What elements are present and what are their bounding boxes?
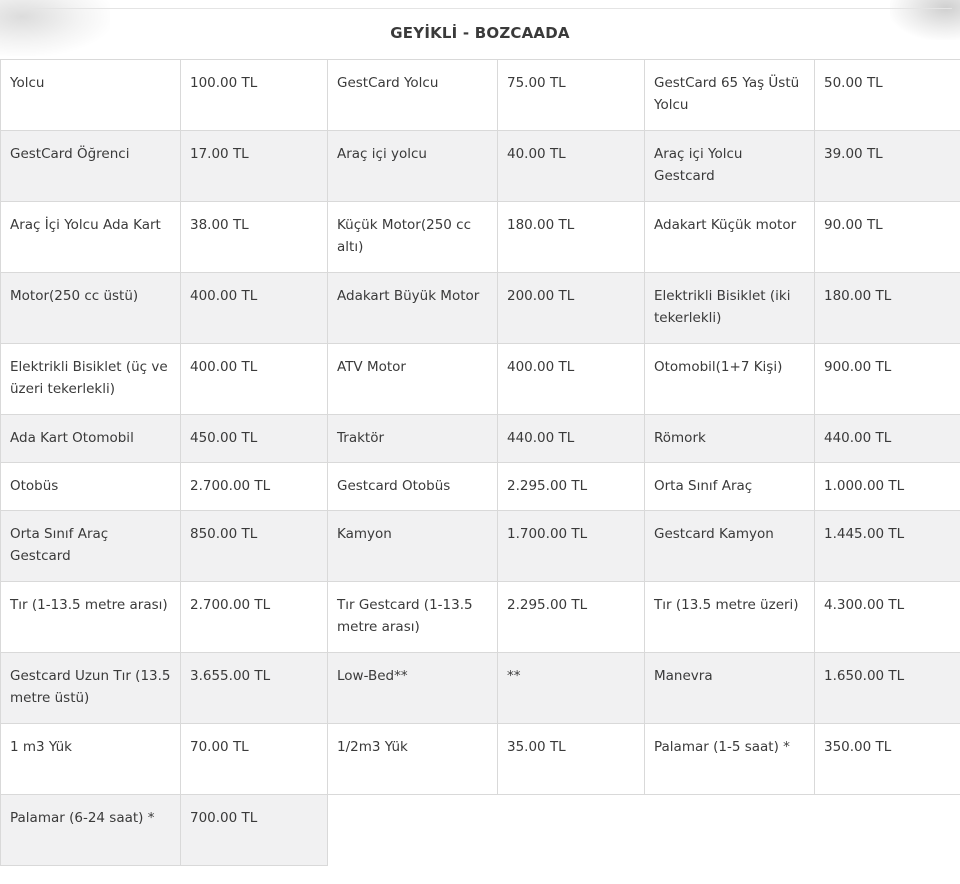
- top-divider: [8, 8, 952, 9]
- fee-row: [1, 273, 960, 344]
- fee-row: [1, 511, 960, 582]
- fee-item-price: 850.00 TL: [181, 511, 328, 582]
- fee-item-label: Gestcard Kamyon: [645, 511, 815, 582]
- fee-row: [1, 653, 960, 724]
- fee-item-label: Elektrikli Bisiklet (üç ve üzeri tekerlekli): [1, 344, 181, 415]
- fee-item-price: 70.00 TL: [181, 724, 328, 795]
- fee-table: [0, 59, 960, 866]
- fee-item-label: Araç içi Yolcu Gestcard: [645, 131, 815, 202]
- fee-item-price: 1.445.00 TL: [815, 511, 960, 582]
- fee-item-label: Motor(250 cc üstü): [1, 273, 181, 344]
- fee-item-label: Palamar (1-5 saat) *: [645, 724, 815, 795]
- fee-item-label: Tır (13.5 metre üzeri): [645, 582, 815, 653]
- fee-item-label: Ada Kart Otomobil: [1, 415, 181, 463]
- fee-row: [1, 463, 960, 511]
- fee-item-label: GestCard Öğrenci: [1, 131, 181, 202]
- fee-item-price: 2.700.00 TL: [181, 582, 328, 653]
- fee-item-price: 400.00 TL: [181, 273, 328, 344]
- fee-item-label: Palamar (6-24 saat) *: [1, 795, 181, 866]
- fee-item-price: 50.00 TL: [815, 60, 960, 131]
- fee-item-price: 2.295.00 TL: [498, 463, 645, 511]
- fee-item-label: Orta Sınıf Araç Gestcard: [1, 511, 181, 582]
- title-bar: [0, 0, 960, 60]
- fee-row: [1, 344, 960, 415]
- fee-item-label: 1/2m3 Yük: [328, 724, 498, 795]
- fee-item-label: Araç içi yolcu: [328, 131, 498, 202]
- fee-item-price: 350.00 TL: [815, 724, 960, 795]
- empty-cell: [328, 795, 498, 866]
- fee-row: [1, 724, 960, 795]
- fee-item-label: Yolcu: [1, 60, 181, 131]
- fee-item-label: Otomobil(1+7 Kişi): [645, 344, 815, 415]
- fee-item-label: Gestcard Otobüs: [328, 463, 498, 511]
- fee-item-label: GestCard 65 Yaş Üstü Yolcu: [645, 60, 815, 131]
- fee-item-label: Adakart Büyük Motor: [328, 273, 498, 344]
- fee-item-price: 400.00 TL: [181, 344, 328, 415]
- fee-item-label: Low-Bed**: [328, 653, 498, 724]
- fee-item-label: Kamyon: [328, 511, 498, 582]
- fee-item-price: 35.00 TL: [498, 724, 645, 795]
- fee-item-price: 400.00 TL: [498, 344, 645, 415]
- empty-cell: [815, 795, 960, 866]
- fee-item-price: 440.00 TL: [498, 415, 645, 463]
- fee-item-price: 3.655.00 TL: [181, 653, 328, 724]
- fee-item-price: 2.295.00 TL: [498, 582, 645, 653]
- fee-item-price: 1.650.00 TL: [815, 653, 960, 724]
- fee-item-label: Adakart Küçük motor: [645, 202, 815, 273]
- fee-item-price: 38.00 TL: [181, 202, 328, 273]
- fee-item-label: 1 m3 Yük: [1, 724, 181, 795]
- fee-item-price: 75.00 TL: [498, 60, 645, 131]
- fee-item-label: ATV Motor: [328, 344, 498, 415]
- fee-table-body: [1, 60, 960, 866]
- empty-cell: [498, 795, 645, 866]
- fee-item-label: Küçük Motor(250 cc altı): [328, 202, 498, 273]
- fee-item-price: 2.700.00 TL: [181, 463, 328, 511]
- fee-row: [1, 202, 960, 273]
- fee-item-label: Orta Sınıf Araç: [645, 463, 815, 511]
- fee-item-label: Otobüs: [1, 463, 181, 511]
- fee-item-price: 1.700.00 TL: [498, 511, 645, 582]
- fee-item-label: Römork: [645, 415, 815, 463]
- fee-item-label: Araç İçi Yolcu Ada Kart: [1, 202, 181, 273]
- fee-row: [1, 415, 960, 463]
- fee-item-label: Tır (1-13.5 metre arası): [1, 582, 181, 653]
- fee-item-label: Traktör: [328, 415, 498, 463]
- fee-item-price: 100.00 TL: [181, 60, 328, 131]
- fee-item-price: 900.00 TL: [815, 344, 960, 415]
- fee-item-price: 450.00 TL: [181, 415, 328, 463]
- fee-row: [1, 60, 960, 131]
- fee-item-price: 17.00 TL: [181, 131, 328, 202]
- fee-item-price: 40.00 TL: [498, 131, 645, 202]
- fee-item-price: 180.00 TL: [498, 202, 645, 273]
- fee-item-price: 39.00 TL: [815, 131, 960, 202]
- fee-item-label: Tır Gestcard (1-13.5 metre arası): [328, 582, 498, 653]
- fee-item-label: Elektrikli Bisiklet (iki tekerlekli): [645, 273, 815, 344]
- fee-item-price: 440.00 TL: [815, 415, 960, 463]
- fee-row: [1, 131, 960, 202]
- fee-item-price: 4.300.00 TL: [815, 582, 960, 653]
- fee-row: [1, 582, 960, 653]
- fee-item-price: 200.00 TL: [498, 273, 645, 344]
- empty-cell: [645, 795, 815, 866]
- fee-item-label: Gestcard Uzun Tır (13.5 metre üstü): [1, 653, 181, 724]
- route-title: GEYİKLİ - BOZCAADA: [390, 24, 570, 42]
- fee-row: [1, 795, 960, 866]
- fee-item-price: 180.00 TL: [815, 273, 960, 344]
- fee-item-price: 90.00 TL: [815, 202, 960, 273]
- fee-item-price: **: [498, 653, 645, 724]
- fee-item-label: GestCard Yolcu: [328, 60, 498, 131]
- fee-item-price: 1.000.00 TL: [815, 463, 960, 511]
- fee-item-price: 700.00 TL: [181, 795, 328, 866]
- fee-item-label: Manevra: [645, 653, 815, 724]
